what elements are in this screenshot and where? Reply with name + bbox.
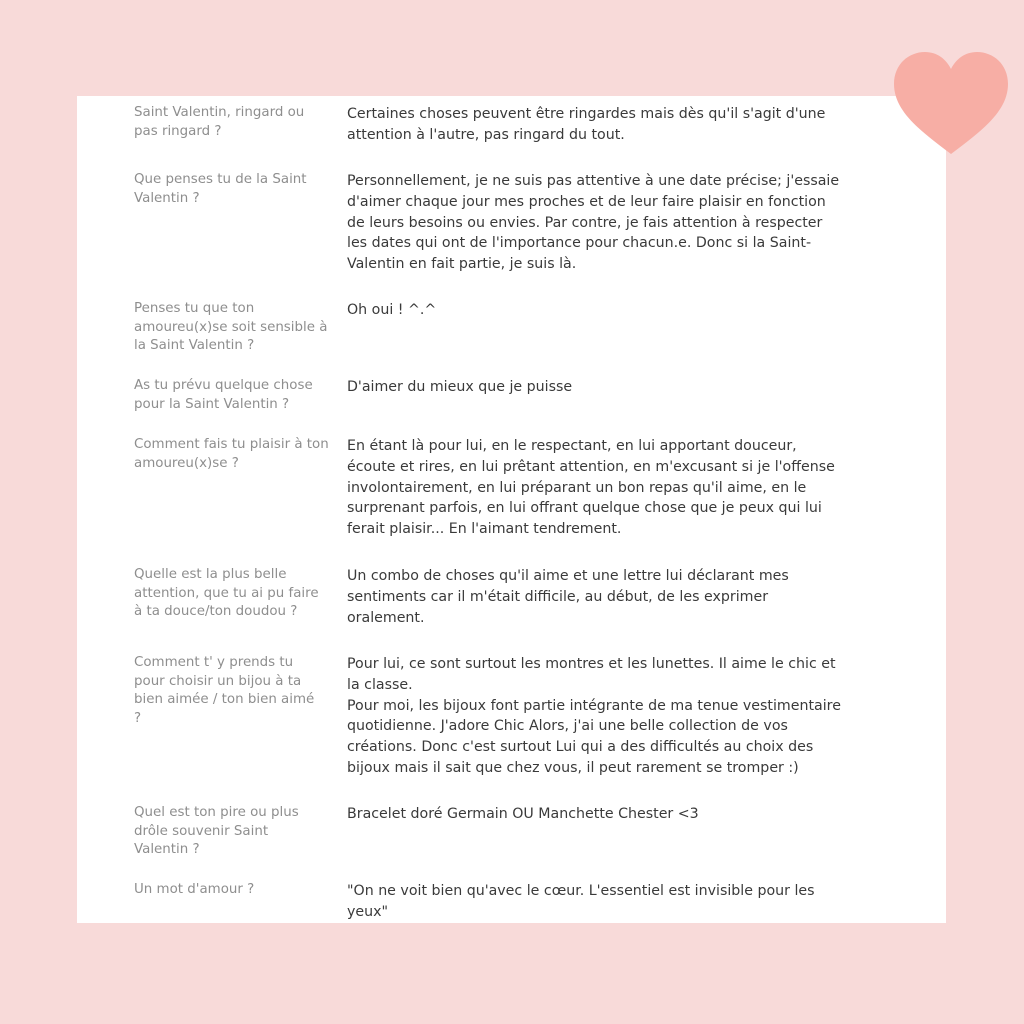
question-text: Un mot d'amour ? [134, 882, 255, 897]
question-text: Penses tu que ton amoureu(x)se soit sensible à la Saint Valentin ? [134, 301, 328, 353]
answer-text: Bracelet doré Germain OU Manchette Chester <3 [347, 806, 699, 822]
answer-text: Pour lui, ce sont surtout les montres et les lunettes. Il aime le chic et la classe. Pour moi, les bijoux font partie intégrante de ma tenue vestimentaire quotidienne. J'adore Chic Alors, j'ai une belle collection de vos créations. Donc c'est surtout Lui qui a des difficultés au choix des bijoux mais il sait que chez vous, il peut rarement se tromper :) [347, 656, 841, 776]
answer-text: "On ne voit bien qu'avec le cœur. L'essentiel est invisible pour les yeux" [347, 883, 815, 920]
question-text: Quel est ton pire ou plus drôle souvenir Saint Valentin ? [134, 805, 299, 857]
answer-text: Un combo de choses qu'il aime et une lettre lui déclarant mes sentiments car il m'était difficile, au début, de les exprimer oralement. [347, 568, 789, 626]
answer-text: Oh oui ! ^.^ [347, 302, 437, 318]
question-text: Quelle est la plus belle attention, que tu ai pu faire à ta douce/ton doudou ? [134, 567, 319, 619]
question-text: Saint Valentin, ringard ou pas ringard ? [134, 105, 305, 139]
answer-text: D'aimer du mieux que je puisse [347, 379, 573, 395]
heart-icon [892, 50, 1010, 158]
question-text: As tu prévu quelque chose pour la Saint Valentin ? [134, 378, 313, 412]
answer-text: Certaines choses peuvent être ringardes mais dès qu'il s'agit d'une attention à l'autre, pas ringard du tout. [347, 106, 826, 143]
question-text: Comment fais tu plaisir à ton amoureu(x)se ? [134, 437, 329, 471]
answer-text: En étant là pour lui, en le respectant, en lui apportant douceur, écoute et rires, en lui prêtant attention, en m'excusant si je l'offense involontairement, en lui préparant un bon repas qu'il aime, en le surprenant parfois, en lui offrant quelque chose que je peux qui lui ferait plaisir... En l'aimant tendrement. [347, 438, 835, 538]
question-text: Comment t' y prends tu pour choisir un bijou à ta bien aimée / ton bien aimé ? [134, 655, 315, 726]
questionnaire-card [77, 96, 946, 923]
answer-text: Personnellement, je ne suis pas attentive à une date précise; j'essaie d'aimer chaque jour mes proches et de leur faire plaisir en fonction de leurs besoins ou envies. Par contre, je fais attention à respecter les dates qui ont de l'importance pour chacun.e. Donc si la Saint- Valentin en fait partie, je suis là. [347, 173, 840, 273]
question-text: Que penses tu de la Saint Valentin ? [134, 172, 307, 206]
